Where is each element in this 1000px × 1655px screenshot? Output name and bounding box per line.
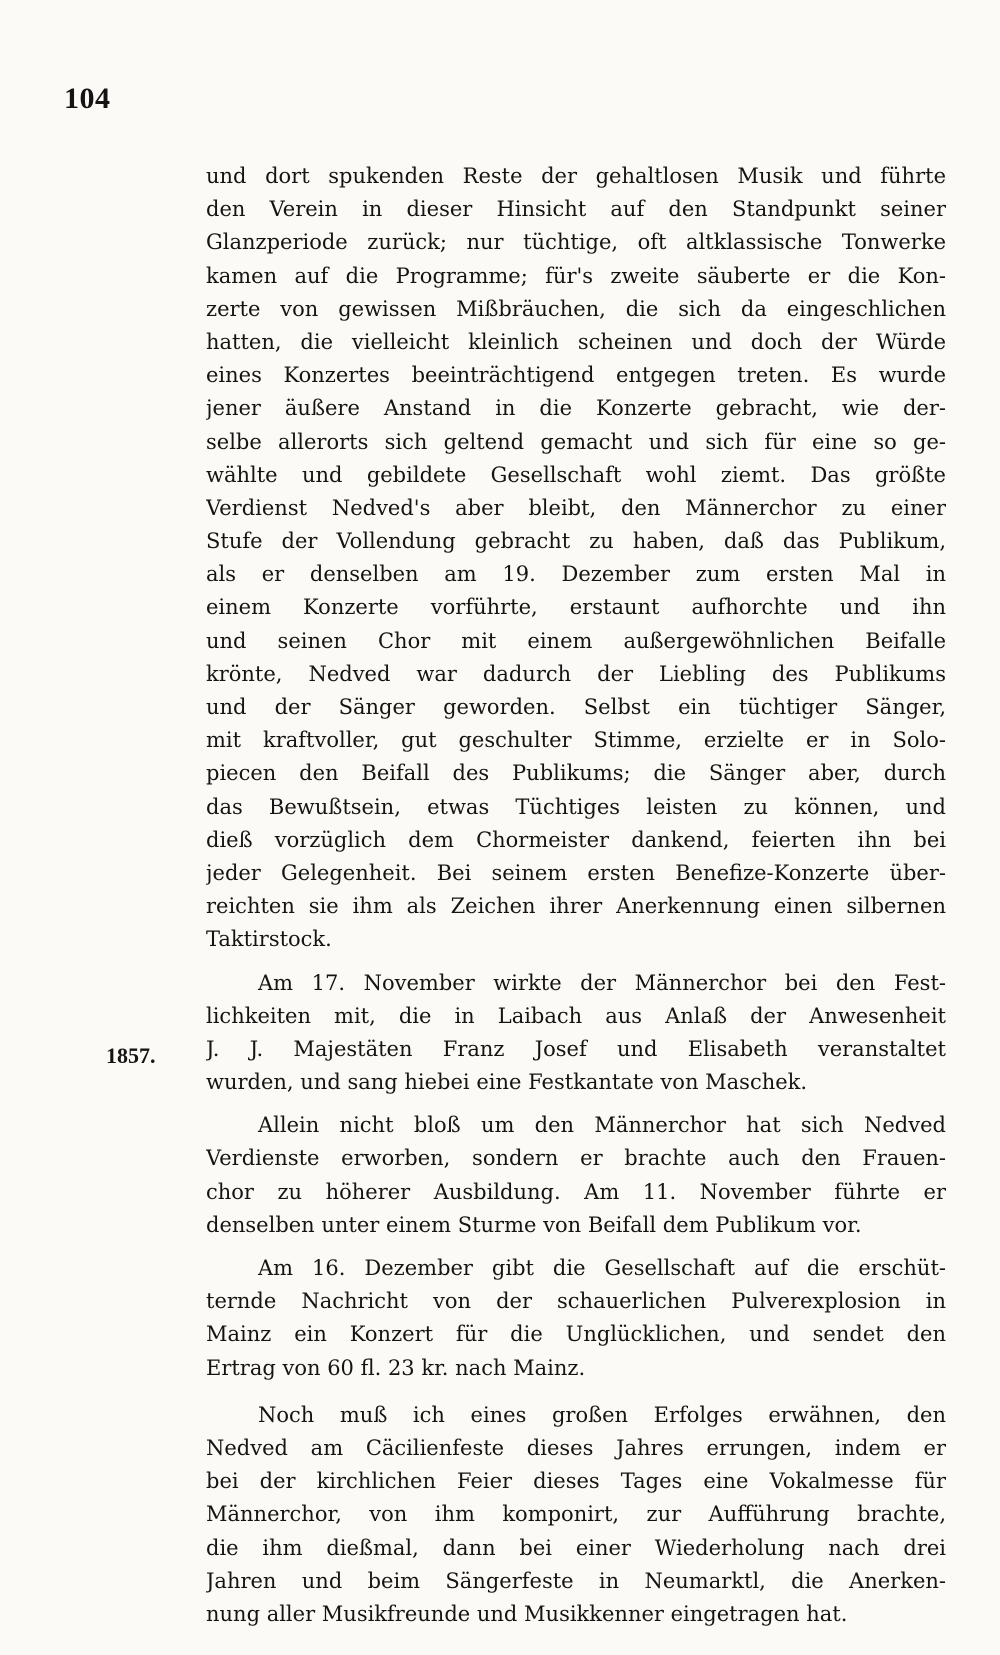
text-line: einem Konzerte vorführte, erstaunt aufhorchte und ihn bbox=[206, 595, 946, 620]
text-line: eines Konzertes beeinträchtigend entgegen treten. Es wurde bbox=[206, 363, 946, 388]
text-line: als er denselben am 19. Dezember zum ersten Mal in bbox=[206, 562, 946, 587]
text-line: jener äußere Anstand in die Konzerte gebracht, wie der- bbox=[206, 396, 946, 421]
text-line: Noch muß ich eines großen Erfolges erwähnen, den bbox=[258, 1402, 946, 1427]
text-line: Am 16. Dezember gibt die Gesellschaft auf die erschüt- bbox=[258, 1256, 946, 1280]
text-line: piecen den Beifall des Publikums; die Sänger aber, durch bbox=[206, 761, 946, 786]
text-line: Glanzperiode zurück; nur tüchtige, oft altklassische Tonwerke bbox=[206, 230, 946, 255]
text-line: Allein nicht bloß um den Männerchor hat sich Nedved bbox=[258, 1113, 946, 1138]
text-line: Ertrag von 60 fl. 23 kr. nach Mainz. bbox=[206, 1355, 586, 1380]
text-line: Am 17. November wirkte der Männerchor bei den Fest- bbox=[258, 970, 946, 995]
text-line: Verdienst Nedved's aber bleibt, den Männerchor zu einer bbox=[206, 495, 946, 520]
text-line: kamen auf die Programme; für's zweite säuberte er die Kon- bbox=[206, 263, 946, 288]
paragraph-mainz-concert bbox=[206, 1252, 946, 1385]
body-text bbox=[206, 160, 946, 1631]
text-line: hatten, die vielleicht kleinlich scheinen und doch der Würde bbox=[206, 329, 946, 354]
text-line: und seinen Chor mit einem außergewöhnlichen Beifalle bbox=[206, 628, 946, 653]
text-line: Stufe der Vollendung gebracht zu haben, daß das Publikum, bbox=[206, 529, 946, 554]
text-line: nung aller Musikfreunde und Musikkenner eingetragen hat. bbox=[206, 1601, 848, 1626]
text-line: ternde Nachricht von der schauerlichen Pulverexplosion in bbox=[206, 1289, 946, 1314]
text-line: und dort spukenden Reste der gehaltlosen Musik und führte bbox=[206, 164, 946, 188]
paragraph-womens-choir bbox=[206, 1109, 946, 1242]
text-line: zerte von gewissen Mißbräuchen, die sich da eingeschlichen bbox=[206, 296, 946, 321]
text-line: dieß vorzüglich dem Chormeister dankend, feierten ihn bei bbox=[206, 827, 946, 852]
paragraph-gap bbox=[206, 1242, 946, 1252]
text-line: mit kraftvoller, gut geschulter Stimme, erzielte er in Solo- bbox=[206, 728, 946, 753]
margin-year-note: 1857. bbox=[106, 1043, 156, 1068]
text-line: wählte und gebildete Gesellschaft wohl ziemt. Das größte bbox=[206, 462, 946, 487]
text-line: selbe allerorts sich geltend gemacht und sich für eine so ge- bbox=[206, 429, 946, 454]
text-line: denselben unter einem Sturme von Beifall dem Publikum vor. bbox=[206, 1212, 862, 1237]
text-line: das Bewußtsein, etwas Tüchtiges leisten zu können, und bbox=[206, 794, 946, 819]
text-line: den Verein in dieser Hinsicht auf den Standpunkt seiner bbox=[206, 197, 946, 222]
text-line: Verdienste erworben, sondern er brachte auch den Frauen- bbox=[206, 1146, 946, 1171]
text-line: reichten sie ihm als Zeichen ihrer Anerkennung einen silbernen bbox=[206, 894, 946, 919]
text-line: Jahren und beim Sängerfeste in Neumarktl, die Anerken- bbox=[206, 1568, 946, 1593]
text-line: bei der kirchlichen Feier dieses Tages eine Vokalmesse für bbox=[206, 1469, 946, 1494]
text-line: die ihm dießmal, dann bei einer Wiederholung nach drei bbox=[206, 1535, 946, 1560]
text-line: jeder Gelegenheit. Bei seinem ersten Benefize-Konzerte über- bbox=[206, 860, 946, 885]
text-line: Nedved am Cäcilienfeste dieses Jahres errungen, indem er bbox=[206, 1435, 946, 1460]
page-number: 104 bbox=[64, 82, 111, 115]
text-line: Mainz ein Konzert für die Unglücklichen, und sendet den bbox=[206, 1322, 946, 1347]
text-line: J. J. Majestäten Franz Josef und Elisabeth veranstaltet bbox=[206, 1036, 946, 1061]
text-line: krönte, Nedved war dadurch der Liebling des Publikums bbox=[206, 661, 946, 686]
paragraph-gap bbox=[206, 957, 946, 967]
text-line: chor zu höherer Ausbildung. Am 11. November führte er bbox=[206, 1179, 946, 1204]
text-line: lichkeiten mit, die in Laibach aus Anlaß der Anwesenheit bbox=[206, 1003, 946, 1028]
text-line: Taktirstock. bbox=[206, 927, 332, 952]
text-line: Männerchor, von ihm komponirt, zur Aufführung brachte, bbox=[206, 1502, 946, 1527]
paragraph-gap bbox=[206, 1385, 946, 1399]
paragraph-festivities bbox=[206, 967, 946, 1100]
paragraph-gap bbox=[206, 1099, 946, 1109]
paragraph-caecilia-mass bbox=[206, 1399, 946, 1631]
text-line: wurden, und sang hiebei eine Festkantate von Maschek. bbox=[206, 1070, 808, 1095]
text-line: und der Sänger geworden. Selbst ein tüchtiger Sänger, bbox=[206, 695, 946, 719]
paragraph-nedved-reforms bbox=[206, 160, 946, 957]
